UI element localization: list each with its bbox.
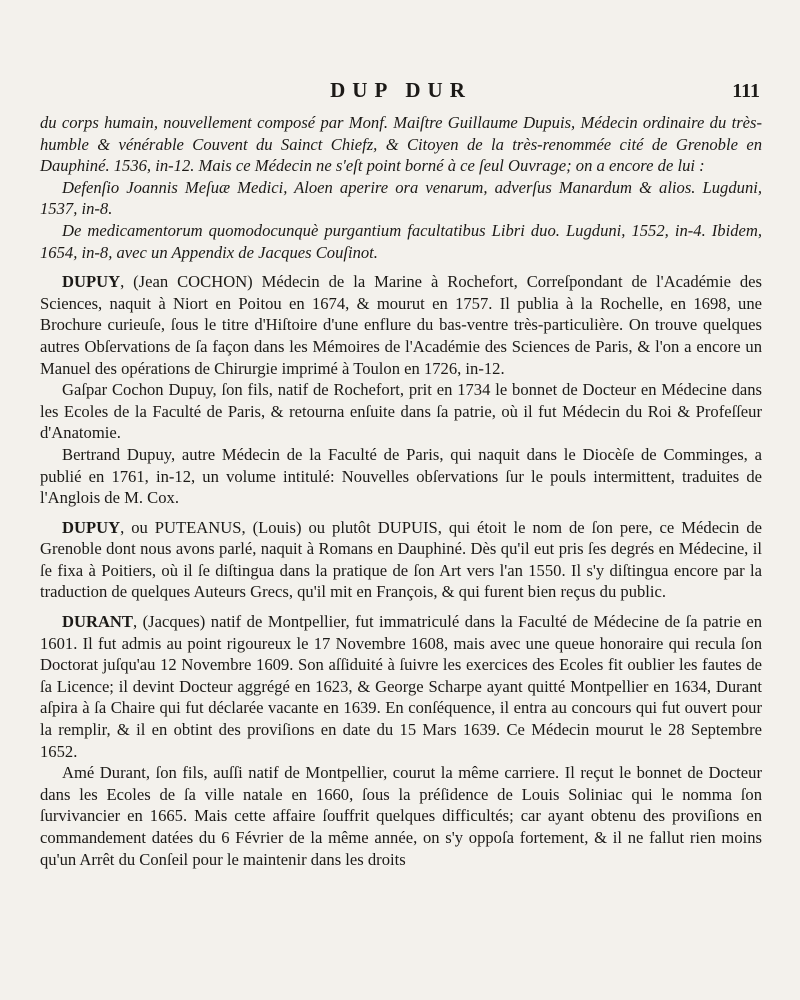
- page-number: 111: [732, 80, 760, 102]
- entry-text: , ou PUTEANUS, (Louis) ou plutôt DUPUIS, qui étoit le nom de ſon pere, ce Médecin de Grenoble dont nous avons parlé, naquit à Romans en Dauphiné. Dès qu'il eut pris ſes degrés en Médecine, il ſe fixa à Poitiers, où il ſe diſtingua dans la pratique de ſon Art vers l'an 1550. Il s'y diſtingua encore par la traduction de quelques Auteurs Grecs, qu'il mit en François, & qui furent bien reçus du public.: [40, 517, 762, 602]
- entry-name: DURANT: [62, 612, 133, 632]
- entry-paragraph: Amé Durant, ſon fils, auſſi natif de Montpellier, courut la même carriere. Il reçut le bonnet de Docteur dans les Ecoles de ſa ville natale en 1660, ſous la préſidence de Louis Soliniac qui le nomma ſon ſurvivancier en 1665. Mais cette affaire ſouffrit quelques difficultés; car ayant obtenu des proviſions en commandement datées du 6 Février de la même année, on s'y oppoſa fortement, & il ne fallut rien moins qu'un Arrêt du Conſeil pour le maintenir dans les droits: [40, 763, 762, 869]
- dictionary-entry: [40, 517, 762, 603]
- entry-text: , (Jacques) natif de Montpellier, fut immatriculé dans la Faculté de Médecine de ſa patrie en 1601. Il fut admis au point rigoureux le 17 Novembre 1608, mais avec une queue honoraire qui recula ſon Doctorat juſqu'au 12 Novembre 1609. Son aſſiduité à ſuivre les exercices des Ecoles fit oublier les fautes de ſa Licence; il devint Docteur aggrégé en 1623, & George Scharpe ayant quitté Montpellier en 1634, Durant aſpira à ſa Chaire qui fut déclarée vacante en 1639. En conſéquence, il entra au concours qui fut ouvert pour la remplir, & il en obtint des proviſions en date du 15 Mars 1639. Ce Médecin mourut le 28 Septembre 1652.: [40, 612, 762, 761]
- entry-paragraph: Bertrand Dupuy, autre Médecin de la Faculté de Paris, qui naquit dans le Diocèſe de Comminges, a publié en 1761, in-12, un volume intitulé: Nouvelles obſervations ſur le pouls intermittent, traduites de l'Anglois de M. Cox.: [40, 444, 762, 508]
- entry-name: DUPUY: [62, 517, 121, 537]
- entry-paragraph: Gaſpar Cochon Dupuy, ſon fils, natif de Rochefort, prit en 1734 le bonnet de Docteur en Médecine dans les Ecoles de la Faculté de Paris, & retourna enſuite dans ſa patrie, où il fut Médecin du Roi & Profeſſeur d'Anatomie.: [40, 380, 762, 443]
- page-header: [40, 78, 762, 112]
- continuation-paragraph: Defenſio Joannis Meſuæ Medici, Aloen aperire ora venarum, adverſus Manardum & alios. Lugduni, 1537, in-8.: [40, 177, 762, 219]
- dictionary-entry: [40, 271, 762, 509]
- entry-name: DUPUY: [62, 272, 121, 292]
- dictionary-entry: [40, 611, 762, 870]
- entry-text: , (Jean COCHON) Médecin de la Marine à Rochefort, Correſpondant de l'Académie des Sciences, naquit à Niort en Poitou en 1674, & mourut en 1757. Il publia à la Rochelle, en 1698, une Brochure curieuſe, ſous le titre d'Hiſtoire d'une enflure du bas-ventre très-particulière. On trouve quelques autres Obſervations de ſa façon dans les Mémoires de l'Académie des Sciences de Paris, & l'on a encore un Manuel des opérations de Chirurgie imprimé à Toulon en 1726, in-12.: [40, 272, 762, 378]
- continuation-paragraph: De medicamentorum quomodocunquè purgantium facultatibus Libri duo. Lugduni, 1552, in-4. Ibidem, 1654, in-8, avec un Appendix de Jacques Couſinot.: [40, 220, 762, 262]
- entry-paragraph: [40, 271, 762, 379]
- page-body: [40, 112, 762, 870]
- continuation-paragraph: du corps humain, nouvellement composé par Monf. Maiſtre Guillaume Dupuis, Médecin ordinaire du très-humble & vénérable Couvent du Sainct Chiefz, & Citoyen de la très-renommée cité de Grenoble en Dauphiné. 1536, in-12. Mais ce Médecin ne s'eſt point borné à ce ſeul Ouvrage; on a encore de lui :: [40, 113, 762, 176]
- entry-paragraph: [40, 611, 762, 762]
- running-head: DUP DUR: [330, 78, 472, 102]
- entry-paragraph: [40, 517, 762, 603]
